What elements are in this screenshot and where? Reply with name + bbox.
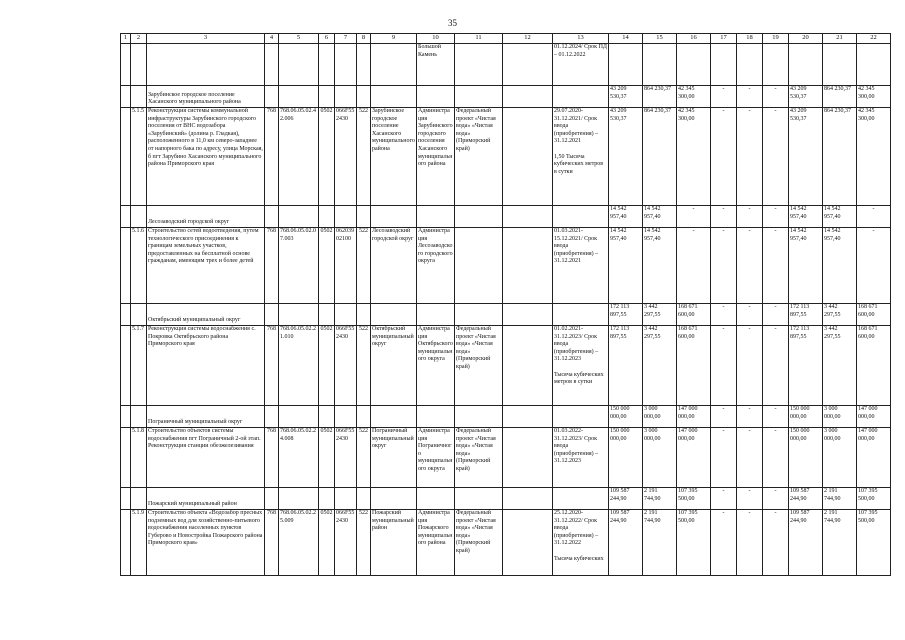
cell — [279, 206, 319, 228]
amount-cell: 150 000 000,00 — [789, 406, 823, 428]
amount-cell: 168 671 600,00 — [677, 304, 711, 326]
cell: - — [711, 326, 737, 406]
cell: 864 230,37 — [823, 108, 857, 206]
cell: - — [737, 108, 763, 206]
column-header: 19 — [763, 34, 789, 44]
cell — [121, 488, 131, 510]
column-header: 10 — [417, 34, 455, 44]
cell: 2 191 744,90 — [823, 510, 857, 576]
cell: 06203902100 — [335, 228, 357, 304]
cell: 522 — [357, 108, 371, 206]
cell: 864 230,37 — [643, 108, 677, 206]
cell: 066F552430 — [335, 510, 357, 576]
item-name: Строительство объекта «Водозабор пресных подземных вод для хозяйственно-питьевого водоснабжения населенных пунктов Губерово и Новостройка Пожарского района Приморского края» — [147, 510, 265, 576]
amount-cell: 109 587 244,90 — [789, 488, 823, 510]
amount-cell: - — [711, 406, 737, 428]
cell — [503, 428, 553, 488]
cell — [335, 406, 357, 428]
cell: Администрация Октябрьского муниципального округа — [417, 326, 455, 406]
cell: 109 587 244,90 — [789, 510, 823, 576]
amount-cell: - — [763, 86, 789, 108]
cell: 14 542 957,40 — [643, 228, 677, 304]
cell — [677, 44, 711, 86]
cell — [455, 228, 503, 304]
subtotal-row — [121, 206, 891, 228]
cell — [335, 44, 357, 86]
cell — [553, 86, 609, 108]
cell: 150 000 000,00 — [609, 428, 643, 488]
cell: - — [711, 510, 737, 576]
amount-cell: 147 000 000,00 — [857, 406, 891, 428]
cell — [763, 44, 789, 86]
header-row — [121, 34, 891, 44]
amount-cell: - — [711, 304, 737, 326]
cell — [455, 206, 503, 228]
cell — [265, 406, 279, 428]
subtotal-label: Зарубинское городское поселение Хасанского муниципального района — [147, 86, 265, 108]
cell: Администрация Зарубинского городского поселения Хасанского муниципального района — [417, 108, 455, 206]
cell — [319, 406, 335, 428]
cell — [371, 406, 417, 428]
cell — [503, 406, 553, 428]
amount-cell: 3 000 000,00 — [823, 406, 857, 428]
continuation-row — [121, 44, 891, 86]
amount-cell: - — [737, 406, 763, 428]
cell — [265, 304, 279, 326]
cell: 768.06.05.02.24.008 — [279, 428, 319, 488]
table-row — [121, 108, 891, 206]
column-header: 14 — [609, 34, 643, 44]
cell: 522 — [357, 326, 371, 406]
cell: 107 395 500,00 — [677, 510, 711, 576]
cell: 14 542 957,40 — [789, 228, 823, 304]
cell: Федеральный проект «Чистая вода» «Чистая вода» (Приморский край) — [455, 108, 503, 206]
cell: 168 671 600,00 — [677, 326, 711, 406]
cell: 0502 — [319, 228, 335, 304]
amount-cell: - — [763, 488, 789, 510]
cell — [503, 44, 553, 86]
amount-cell: - — [711, 206, 737, 228]
cell: 25.12.2020- 31.12.2022/ Срок ввода (приобретения) – 31.12.2022 Тысяча кубических — [553, 510, 609, 576]
amount-cell: 42 345 300,00 — [677, 86, 711, 108]
amount-cell: 150 000 000,00 — [609, 406, 643, 428]
amount-cell: 14 542 957,40 — [609, 206, 643, 228]
cell — [371, 304, 417, 326]
cell: - — [711, 428, 737, 488]
amount-cell: 107 395 500,00 — [857, 488, 891, 510]
subtotal-row — [121, 86, 891, 108]
item-name: Строительство объектов системы водоснабжения пгт Пограничный 2-ой этап. Реконструкция станции обезжелезивания — [147, 428, 265, 488]
cell — [711, 44, 737, 86]
cell: 522 — [357, 428, 371, 488]
item-number: 5.1.6 — [131, 228, 147, 304]
cell — [319, 206, 335, 228]
column-header: 4 — [265, 34, 279, 44]
cell — [643, 44, 677, 86]
cell — [335, 488, 357, 510]
cell — [503, 510, 553, 576]
cell: - — [711, 228, 737, 304]
cell — [789, 44, 823, 86]
column-header: 9 — [371, 34, 417, 44]
amount-cell: 43 209 530,37 — [609, 86, 643, 108]
cell — [503, 206, 553, 228]
cell — [357, 44, 371, 86]
cell: 109 587 244,90 — [609, 510, 643, 576]
cell — [121, 108, 131, 206]
cell: 066F552430 — [335, 326, 357, 406]
cell — [417, 406, 455, 428]
cell: 42 345 300,00 — [857, 108, 891, 206]
item-name: Строительство сетей водоотведения, путем технологического присоединения к границам земельных участков, предоставленных на бесплатной основе гражданам, имеющим трех и более детей — [147, 228, 265, 304]
cell — [417, 488, 455, 510]
amount-cell: - — [737, 488, 763, 510]
cell: 768 — [265, 108, 279, 206]
amount-cell: 14 542 957,40 — [789, 206, 823, 228]
cell: - — [737, 510, 763, 576]
cell — [823, 44, 857, 86]
column-header: 17 — [711, 34, 737, 44]
cell — [121, 86, 131, 108]
cell: 3 000 000,00 — [823, 428, 857, 488]
amount-cell: - — [763, 206, 789, 228]
amount-cell: 2 191 744,90 — [823, 488, 857, 510]
cell — [319, 44, 335, 86]
column-header: 7 — [335, 34, 357, 44]
cell: 3 000 000,00 — [643, 428, 677, 488]
column-header: 21 — [823, 34, 857, 44]
amount-cell: - — [763, 304, 789, 326]
cell — [121, 44, 131, 86]
cell: 01.03.2021- 15.12.2021/ Срок ввода (приобретения) – 31.12.2021 — [553, 228, 609, 304]
cell: 147 000 000,00 — [677, 428, 711, 488]
subtotal-label: Пожарский муниципальный район — [147, 488, 265, 510]
cell — [503, 108, 553, 206]
cell: - — [763, 108, 789, 206]
subtotal-label: Октябрьский муниципальный округ — [147, 304, 265, 326]
cell: 14 542 957,40 — [609, 228, 643, 304]
cell: 172 113 897,55 — [609, 326, 643, 406]
cell — [335, 86, 357, 108]
cell — [121, 228, 131, 304]
cell — [609, 44, 643, 86]
cell — [279, 406, 319, 428]
amount-cell: 168 671 600,00 — [857, 304, 891, 326]
cell: - — [737, 228, 763, 304]
cell — [319, 304, 335, 326]
amount-cell: - — [737, 206, 763, 228]
item-number: 5.1.8 — [131, 428, 147, 488]
cell: Большой Камень — [417, 44, 455, 86]
cell — [357, 86, 371, 108]
cell: 43 209 530,37 — [609, 108, 643, 206]
cell: 522 — [357, 228, 371, 304]
cell — [121, 206, 131, 228]
cell: 768 — [265, 428, 279, 488]
amount-cell: 3 442 297,55 — [823, 304, 857, 326]
cell — [553, 206, 609, 228]
cell — [503, 326, 553, 406]
cell — [455, 406, 503, 428]
cell: 768.06.05.02.07.003 — [279, 228, 319, 304]
amount-cell: 14 542 957,40 — [823, 206, 857, 228]
page-number: 35 — [448, 18, 457, 28]
cell — [503, 304, 553, 326]
cell — [121, 428, 131, 488]
amount-cell: - — [677, 206, 711, 228]
cell — [553, 406, 609, 428]
cell: - — [763, 428, 789, 488]
cell: 43 209 530,37 — [789, 108, 823, 206]
amount-cell: 3 000 000,00 — [643, 406, 677, 428]
cell: 150 000 000,00 — [789, 428, 823, 488]
cell: - — [763, 228, 789, 304]
cell: 768 — [265, 228, 279, 304]
column-header: 6 — [319, 34, 335, 44]
amount-cell: 107 395 500,00 — [677, 488, 711, 510]
cell: Федеральный проект «Чистая вода» «Чистая вода» (Приморский край) — [455, 510, 503, 576]
item-number: 5.1.7 — [131, 326, 147, 406]
cell: 0502 — [319, 326, 335, 406]
cell: 522 — [357, 510, 371, 576]
amount-cell: 14 542 957,40 — [643, 206, 677, 228]
cell — [357, 406, 371, 428]
cell — [121, 304, 131, 326]
cell — [455, 86, 503, 108]
cell — [131, 488, 147, 510]
cell — [131, 206, 147, 228]
cell — [417, 86, 455, 108]
amount-cell: - — [711, 488, 737, 510]
cell — [503, 86, 553, 108]
amount-cell: 147 000 000,00 — [677, 406, 711, 428]
cell: Администрация Пожарского муниципального района — [417, 510, 455, 576]
cell — [131, 86, 147, 108]
amount-cell: - — [763, 406, 789, 428]
program-table — [120, 33, 891, 576]
item-name — [147, 44, 265, 86]
cell — [265, 206, 279, 228]
item-name: Реконструкция системы коммунальной инфраструктуры Зарубинского городского поселения от ВНС водозабора «Зарубинский» (долина р. Гладкая), расположенного в 11,0 км северо-западнее от напорного бака по адресу, улица Морская, б пгт Зарубино Хасанского муниципального района Приморского края — [147, 108, 265, 206]
cell: 01.03.2022- 31.12.2023/ Срок ввода (приобретения) – 31.12.2023 — [553, 428, 609, 488]
cell: 14 542 957,40 — [823, 228, 857, 304]
cell — [131, 304, 147, 326]
cell — [357, 206, 371, 228]
cell — [131, 406, 147, 428]
cell: Администрация Лесозаводского городского округа — [417, 228, 455, 304]
cell — [857, 44, 891, 86]
amount-cell: 109 587 244,90 — [609, 488, 643, 510]
item-number: 5.1.9 — [131, 510, 147, 576]
cell: Федеральный проект «Чистая вода» «Чистая вода» (Приморский край) — [455, 326, 503, 406]
cell: - — [763, 326, 789, 406]
cell — [279, 488, 319, 510]
cell — [455, 44, 503, 86]
cell — [335, 206, 357, 228]
cell: Зарубинское городское поселение Хасанского муниципального района — [371, 108, 417, 206]
cell: - — [677, 228, 711, 304]
cell: 107 395 500,00 — [857, 510, 891, 576]
cell: - — [737, 326, 763, 406]
cell: 168 671 600,00 — [857, 326, 891, 406]
cell — [371, 44, 417, 86]
amount-cell: 43 209 530,37 — [789, 86, 823, 108]
cell — [121, 326, 131, 406]
cell — [279, 304, 319, 326]
cell: - — [857, 228, 891, 304]
cell — [417, 206, 455, 228]
column-header: 3 — [147, 34, 265, 44]
cell: Пограничный муниципальный округ — [371, 428, 417, 488]
amount-cell: - — [737, 86, 763, 108]
subtotal-row — [121, 304, 891, 326]
cell: Администрация Пограничного муниципального округа — [417, 428, 455, 488]
cell: 42 345 300,00 — [677, 108, 711, 206]
column-header: 15 — [643, 34, 677, 44]
column-header: 8 — [357, 34, 371, 44]
cell — [371, 86, 417, 108]
column-header: 22 — [857, 34, 891, 44]
item-number — [131, 44, 147, 86]
amount-cell: 172 113 897,55 — [609, 304, 643, 326]
table-row — [121, 428, 891, 488]
cell: 066F552430 — [335, 428, 357, 488]
subtotal-row — [121, 488, 891, 510]
cell — [279, 86, 319, 108]
amount-cell: - — [857, 206, 891, 228]
cell: 29.07.2020- 31.12.2021/ Срок ввода (приобретения) – 31.12.2021 1,50 Тысяча кубических метров в сутки — [553, 108, 609, 206]
cell: - — [711, 108, 737, 206]
cell — [455, 304, 503, 326]
table-row — [121, 228, 891, 304]
cell: Федеральный проект «Чистая вода» «Чистая вода» (Приморский край) — [455, 428, 503, 488]
cell: 066F552430 — [335, 108, 357, 206]
cell — [121, 510, 131, 576]
cell — [503, 488, 553, 510]
cell — [371, 488, 417, 510]
cell: 2 191 744,90 — [643, 510, 677, 576]
column-header: 20 — [789, 34, 823, 44]
cell: 0502 — [319, 428, 335, 488]
subtotal-label: Пограничный муниципальный округ — [147, 406, 265, 428]
cell — [357, 488, 371, 510]
cell — [335, 304, 357, 326]
cell: Октябрьский муниципальный округ — [371, 326, 417, 406]
column-header: 13 — [553, 34, 609, 44]
amount-cell: 3 442 297,55 — [643, 304, 677, 326]
cell: 768 — [265, 510, 279, 576]
table-row — [121, 510, 891, 576]
column-header: 16 — [677, 34, 711, 44]
amount-cell: 42 345 300,00 — [857, 86, 891, 108]
amount-cell: - — [737, 304, 763, 326]
cell — [503, 228, 553, 304]
cell — [553, 488, 609, 510]
cell — [121, 406, 131, 428]
column-header: 12 — [503, 34, 553, 44]
table-row — [121, 326, 891, 406]
cell: 768.06.05.02.21.010 — [279, 326, 319, 406]
cell: 0502 — [319, 108, 335, 206]
cell: 01.02.2021- 31.12.2023/ Срок ввода (приобретения) – 31.12.2023 Тысяча кубических метров в сутки — [553, 326, 609, 406]
column-header: 5 — [279, 34, 319, 44]
cell — [417, 304, 455, 326]
cell — [279, 44, 319, 86]
cell: 3 442 297,55 — [823, 326, 857, 406]
amount-cell: 172 113 897,55 — [789, 304, 823, 326]
cell: 172 113 897,55 — [789, 326, 823, 406]
cell: 01.12.2024/ Срок ПД – 01.12.2022 — [553, 44, 609, 86]
cell: Лесозаводский городской округ — [371, 228, 417, 304]
cell — [265, 44, 279, 86]
subtotal-label: Лесозаводский городской округ — [147, 206, 265, 228]
column-header: 1 — [121, 34, 131, 44]
cell — [357, 304, 371, 326]
cell — [371, 206, 417, 228]
cell — [319, 488, 335, 510]
cell: 3 442 297,55 — [643, 326, 677, 406]
subtotal-row — [121, 406, 891, 428]
cell: 147 000 000,00 — [857, 428, 891, 488]
cell: 768.06.05.02.42.006 — [279, 108, 319, 206]
cell — [265, 488, 279, 510]
item-name: Реконструкция системы водоснабжения с. Покровка Октябрьского района Приморского края — [147, 326, 265, 406]
cell: 768.06.05.02.25.009 — [279, 510, 319, 576]
cell: Пожарский муниципальный район — [371, 510, 417, 576]
cell: 768 — [265, 326, 279, 406]
item-number: 5.1.5 — [131, 108, 147, 206]
cell — [553, 304, 609, 326]
amount-cell: 2 191 744,90 — [643, 488, 677, 510]
cell — [265, 86, 279, 108]
cell: 0502 — [319, 510, 335, 576]
column-header: 18 — [737, 34, 763, 44]
column-header: 2 — [131, 34, 147, 44]
column-header: 11 — [455, 34, 503, 44]
cell — [319, 86, 335, 108]
cell: - — [763, 510, 789, 576]
cell: - — [737, 428, 763, 488]
amount-cell: 864 230,37 — [643, 86, 677, 108]
cell — [455, 488, 503, 510]
amount-cell: 864 230,37 — [823, 86, 857, 108]
cell — [737, 44, 763, 86]
amount-cell: - — [711, 86, 737, 108]
